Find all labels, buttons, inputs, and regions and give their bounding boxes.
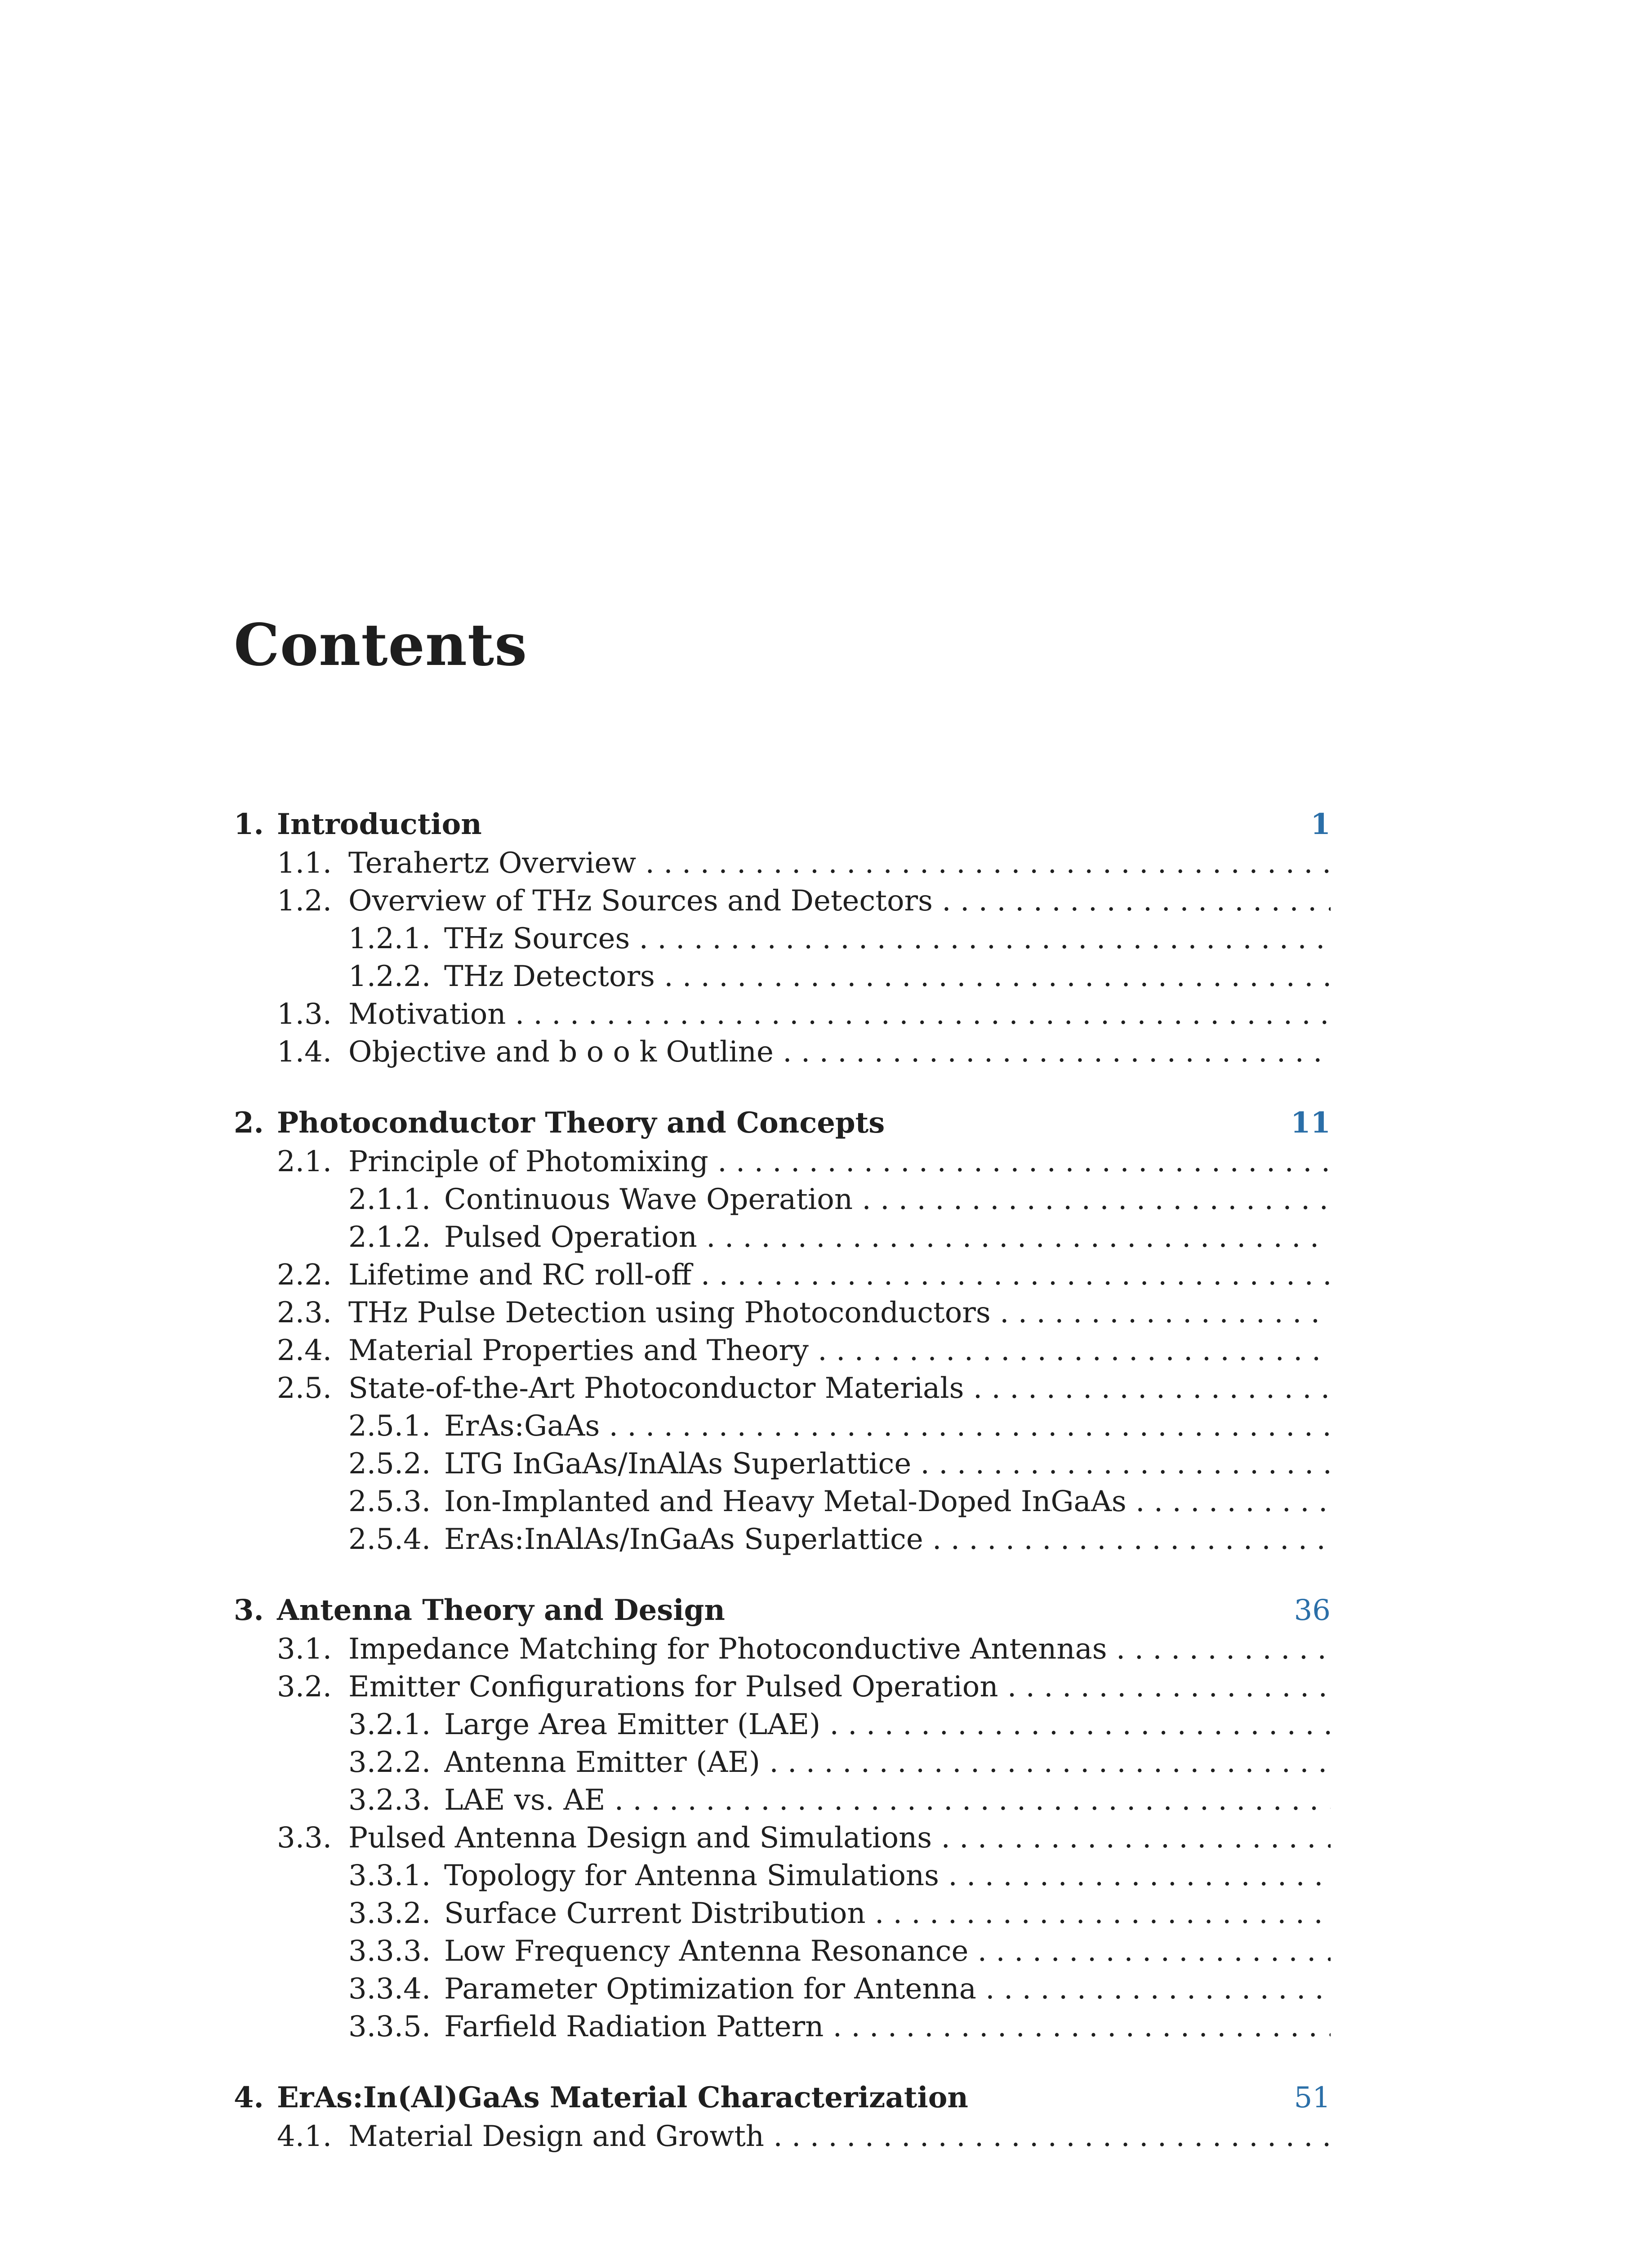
- toc-chapter-1: [234, 805, 1331, 1071]
- toc-section-entry[interactable]: [234, 882, 1331, 920]
- subsection-title: Antenna Emitter (AE) . . .: [444, 1744, 1331, 1781]
- toc-chapter-entry[interactable]: [234, 1103, 1331, 1143]
- toc-subsection-entry[interactable]: [234, 1781, 1331, 1819]
- subsection-number: 3.2.2.: [348, 1746, 431, 1779]
- page-title: Contents: [234, 611, 528, 679]
- subsection-title: LTG InGaAs/InAlAs Superlattice . . .: [444, 1445, 1331, 1483]
- subsection-title: THz Sources . . .: [444, 920, 1331, 958]
- section-title: Overview of THz Sources and Detectors . . .: [348, 882, 1331, 920]
- toc-section-entry[interactable]: [234, 1332, 1331, 1369]
- toc-subsection-entry[interactable]: [234, 1218, 1331, 1256]
- section-title: Pulsed Antenna Design and Simulations . . .: [348, 1819, 1331, 1857]
- toc-subsection-entry[interactable]: [234, 2008, 1331, 2046]
- chapter-page-link[interactable]: 1: [1310, 807, 1331, 841]
- chapter-page-link[interactable]: 51: [1294, 2081, 1331, 2114]
- subsection-number: 3.3.3.: [348, 1935, 431, 1968]
- subsection-number: 3.3.2.: [348, 1897, 431, 1930]
- subsection-title: THz Detectors . . .: [444, 958, 1331, 995]
- toc-subsection-entry[interactable]: [234, 1970, 1331, 2008]
- subsection-title: Continuous Wave Operation . . .: [444, 1181, 1331, 1218]
- subsection-number: 1.2.1.: [348, 922, 431, 955]
- toc-subsection-entry[interactable]: [234, 1521, 1331, 1558]
- chapter-page-link[interactable]: 11: [1290, 1106, 1331, 1140]
- section-number: 3.3.: [277, 1821, 332, 1855]
- subsection-number: 2.1.2.: [348, 1221, 431, 1254]
- toc-section-entry[interactable]: [234, 1143, 1331, 1181]
- toc-section-entry[interactable]: [234, 1256, 1331, 1294]
- subsection-title: ErAs:GaAs . . .: [444, 1407, 1331, 1445]
- subsection-number: 2.5.1.: [348, 1409, 431, 1443]
- section-title: Motivation . . .: [348, 995, 1331, 1033]
- toc-chapter-entry[interactable]: [234, 1591, 1331, 1630]
- toc-subsection-entry[interactable]: [234, 1857, 1331, 1895]
- section-number: 2.3.: [277, 1296, 332, 1329]
- subsection-number: 2.5.2.: [348, 1447, 431, 1481]
- section-title: Impedance Matching for Photoconductive Antennas . . .: [348, 1630, 1331, 1668]
- subsection-number: 3.3.5.: [348, 2010, 431, 2043]
- toc-chapter-2: [234, 1103, 1331, 1558]
- chapter-title: Antenna Theory and Design: [277, 1593, 725, 1627]
- section-number: 3.2.: [277, 1670, 332, 1704]
- chapter-page-link[interactable]: 36: [1294, 1594, 1331, 1627]
- toc-subsection-entry[interactable]: [234, 1706, 1331, 1744]
- toc-section-entry[interactable]: [234, 995, 1331, 1033]
- subsection-title: LAE vs. AE . . .: [444, 1781, 1331, 1819]
- chapter-number: 3.: [234, 1593, 264, 1627]
- toc-subsection-entry[interactable]: [234, 958, 1331, 995]
- section-number: 3.1.: [277, 1632, 332, 1666]
- subsection-title: Parameter Optimization for Antenna . . .: [444, 1970, 1331, 2008]
- section-title: THz Pulse Detection using Photoconductors . . .: [348, 1294, 1331, 1332]
- toc-subsection-entry[interactable]: [234, 1445, 1331, 1483]
- section-title: Lifetime and RC roll-off . . .: [348, 1256, 1331, 1294]
- subsection-number: 2.1.1.: [348, 1183, 431, 1216]
- section-number: 1.1.: [277, 847, 332, 880]
- toc-section-entry[interactable]: [234, 844, 1331, 882]
- section-number: 1.3.: [277, 998, 332, 1031]
- subsection-title: Topology for Antenna Simulations . . .: [444, 1857, 1331, 1895]
- subsection-title: Ion-Implanted and Heavy Metal-Doped InGaAs . . .: [444, 1483, 1331, 1521]
- chapter-title: Photoconductor Theory and Concepts: [277, 1106, 885, 1140]
- toc-chapter-entry[interactable]: [234, 805, 1331, 844]
- toc-section-entry[interactable]: [234, 1668, 1331, 1706]
- subsection-title: Surface Current Distribution . . .: [444, 1895, 1331, 1932]
- subsection-number: 3.3.4.: [348, 1972, 431, 2006]
- section-number: 2.5.: [277, 1372, 332, 1405]
- toc-section-entry[interactable]: [234, 1033, 1331, 1071]
- section-number: 4.1.: [277, 2120, 332, 2153]
- section-number: 1.4.: [277, 1035, 332, 1069]
- subsection-number: 1.2.2.: [348, 960, 431, 993]
- section-number: 2.1.: [277, 1145, 332, 1178]
- toc-section-entry[interactable]: [234, 1819, 1331, 1857]
- toc-section-entry[interactable]: [234, 1630, 1331, 1668]
- toc-subsection-entry[interactable]: [234, 1895, 1331, 1932]
- section-title: Material Properties and Theory . . .: [348, 1332, 1331, 1369]
- toc-section-entry[interactable]: [234, 1369, 1331, 1407]
- toc-section-entry[interactable]: [234, 1294, 1331, 1332]
- section-number: 2.2.: [277, 1258, 332, 1292]
- subsection-title: ErAs:InAlAs/InGaAs Superlattice . . .: [444, 1521, 1331, 1558]
- toc-subsection-entry[interactable]: [234, 1181, 1331, 1218]
- subsection-title: Pulsed Operation . . .: [444, 1218, 1331, 1256]
- chapter-number: 2.: [234, 1106, 264, 1140]
- section-title: State-of-the-Art Photoconductor Materials . . .: [348, 1369, 1331, 1407]
- section-title: Objective and b o o k Outline . . .: [348, 1033, 1331, 1071]
- toc-subsection-entry[interactable]: [234, 1744, 1331, 1781]
- section-title: Material Design and Growth . . .: [348, 2118, 1331, 2155]
- toc-subsection-entry[interactable]: [234, 1483, 1331, 1521]
- subsection-number: 2.5.3.: [348, 1485, 431, 1518]
- section-number: 2.4.: [277, 1334, 332, 1367]
- subsection-title: Large Area Emitter (LAE) . . .: [444, 1706, 1331, 1744]
- toc-chapter-4: [234, 2078, 1331, 2155]
- toc-chapter-entry[interactable]: [234, 2078, 1331, 2118]
- toc-subsection-entry[interactable]: [234, 1407, 1331, 1445]
- section-title: Principle of Photomixing . . .: [348, 1143, 1331, 1181]
- toc-subsection-entry[interactable]: [234, 1932, 1331, 1970]
- subsection-number: 3.2.3.: [348, 1784, 431, 1817]
- subsection-number: 2.5.4.: [348, 1523, 431, 1556]
- section-title: Terahertz Overview . . .: [348, 844, 1331, 882]
- toc-section-entry[interactable]: [234, 2118, 1331, 2155]
- toc-chapter-3: [234, 1591, 1331, 2046]
- chapter-number: 4.: [234, 2081, 264, 2114]
- chapter-number: 1.: [234, 807, 264, 841]
- toc-subsection-entry[interactable]: [234, 920, 1331, 958]
- section-title: Emitter Configurations for Pulsed Operation . . .: [348, 1668, 1331, 1706]
- table-of-contents: [234, 805, 1331, 2155]
- subsection-title: Low Frequency Antenna Resonance . . .: [444, 1932, 1331, 1970]
- section-number: 1.2.: [277, 884, 332, 918]
- subsection-number: 3.2.1.: [348, 1708, 431, 1741]
- chapter-title: ErAs:In(Al)GaAs Material Characterization: [277, 2081, 968, 2114]
- chapter-title: Introduction: [277, 807, 482, 841]
- subsection-title: Farfield Radiation Pattern . . .: [444, 2008, 1331, 2046]
- subsection-number: 3.3.1.: [348, 1859, 431, 1892]
